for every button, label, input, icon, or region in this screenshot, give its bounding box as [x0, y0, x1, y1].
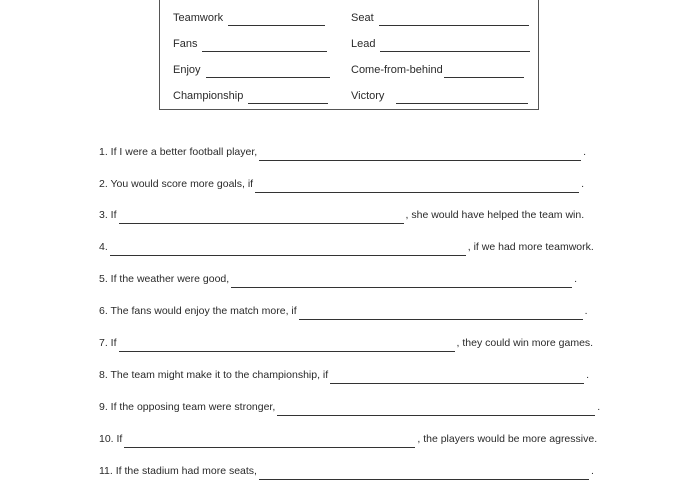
sentence-4 [99, 238, 594, 256]
sentence-prefix: 2. You would score more goals, if [99, 178, 254, 190]
sentence-suffix: , she would have helped the team win. [405, 209, 585, 221]
answer-blank[interactable] [330, 371, 584, 384]
sentence-suffix: . [597, 401, 601, 413]
sentence-suffix: , if we had more teamwork. [467, 241, 594, 253]
sentence-suffix: . [586, 369, 590, 381]
sentence-suffix: . [574, 273, 578, 285]
vocab-word: Teamwork [173, 12, 224, 24]
sentence-prefix: 9. If the opposing team were stronger, [99, 401, 276, 413]
sentence-11 [99, 462, 594, 480]
answer-blank[interactable] [110, 243, 466, 256]
answer-blank[interactable] [259, 148, 581, 161]
vocab-word: Championship [173, 90, 244, 102]
sentence-suffix: . [590, 465, 594, 477]
answer-blank[interactable] [231, 275, 572, 288]
sentence-prefix: 10. If [99, 433, 123, 445]
sentence-prefix: 3. If [99, 209, 117, 221]
sentence-7 [99, 334, 593, 352]
sentence-prefix: 6. The fans would enjoy the match more, if [99, 305, 297, 317]
vocab-word: Victory [351, 90, 385, 102]
sentence-5 [99, 270, 577, 288]
sentence-suffix: . [584, 305, 588, 317]
sentence-6 [99, 302, 588, 320]
sentence-prefix: 5. If the weather were good, [99, 273, 230, 285]
answer-blank[interactable] [119, 211, 404, 224]
vocab-word: Lead [351, 38, 376, 50]
sentence-prefix: 11. If the stadium had more seats, [99, 465, 257, 477]
sentence-9 [99, 398, 600, 416]
vocab-word: Come-from-behind [351, 64, 443, 76]
sentence-8 [99, 366, 589, 384]
sentence-prefix: 4. [99, 241, 108, 253]
answer-blank[interactable] [124, 435, 415, 448]
sentence-suffix: , the players would be more agressive. [417, 433, 598, 445]
sentence-suffix: . [583, 146, 587, 158]
vocab-word: Fans [173, 38, 198, 50]
sentence-prefix: 8. The team might make it to the championship, if [99, 369, 329, 381]
vocab-word: Enjoy [173, 64, 201, 76]
answer-blank[interactable] [119, 339, 455, 352]
sentence-suffix: , they could win more games. [456, 337, 594, 349]
sentence-1 [99, 143, 586, 161]
answer-blank[interactable] [259, 467, 589, 480]
vocab-word: Seat [351, 12, 374, 24]
sentence-3 [99, 206, 584, 224]
sentence-10 [99, 430, 597, 448]
answer-blank[interactable] [255, 180, 579, 193]
sentence-prefix: 1. If I were a better football player, [99, 146, 258, 158]
sentence-2 [99, 175, 584, 193]
answer-blank[interactable] [277, 403, 595, 416]
sentence-prefix: 7. If [99, 337, 117, 349]
sentence-suffix: . [581, 178, 585, 190]
answer-blank[interactable] [299, 307, 583, 320]
